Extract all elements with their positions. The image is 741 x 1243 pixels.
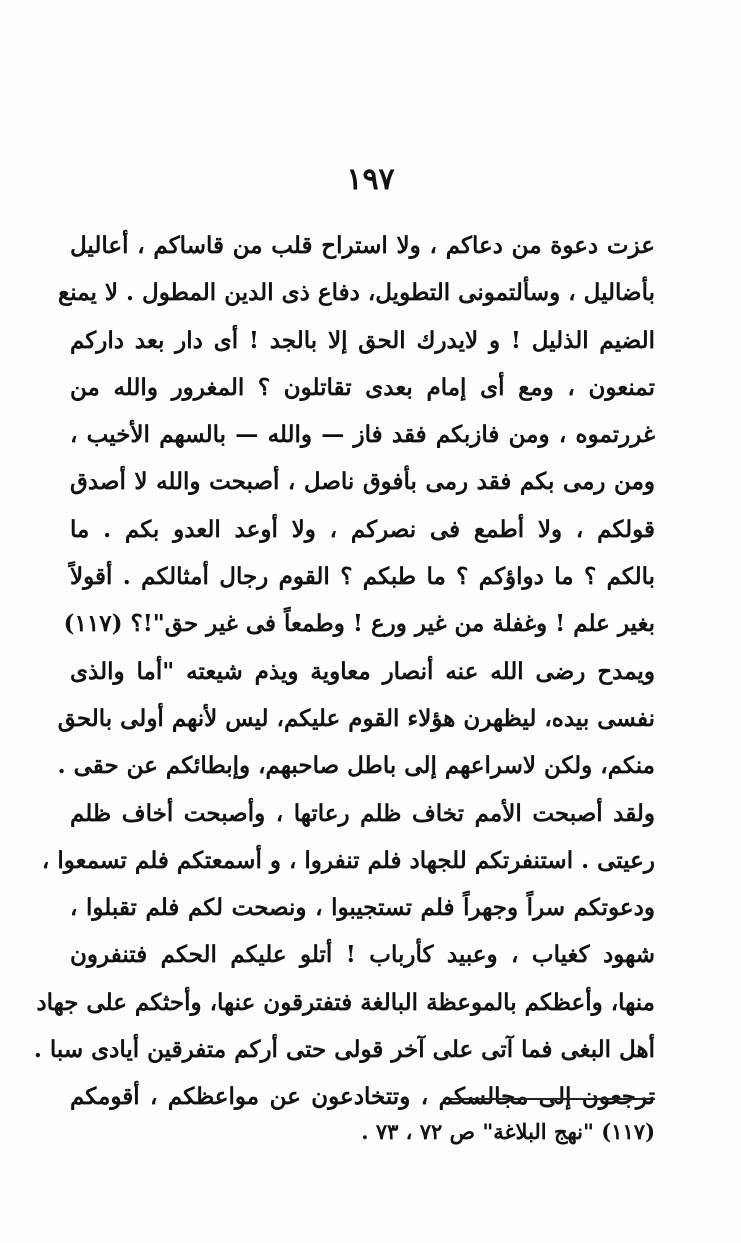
text-line: بغير علم ! وغفلة من غير ورع ! وطمعاً فى غير حق"!؟ (١١٧) [63, 610, 655, 638]
text-line: ودعوتكم سراً وجهراً فلم تستجيبوا ، ونصحت لكم فلم تقبلوا ، [70, 894, 655, 922]
text-line: منها، وأعظكم بالموعظة البالغة فتفترقون عنها، وأحثكم على جهاد [36, 988, 655, 1016]
text-line: بأضاليل ، وسألتمونى التطويل، دفاع ذى الدين المطول . لا يمنع [58, 279, 655, 307]
text-line: ولقد أصبحت الأمم تخاف ظلم رعاتها ، وأصبحت أخاف ظلم [70, 799, 655, 827]
text-line: منكم، ولكن لاسراعهم إلى باطل صاحبهم، وإبطائكم عن حقى . [57, 752, 655, 780]
text-line: ترجعون إلى مجالسكم ، وتتخادعون عن مواعظكم ، أقومكم [70, 1083, 655, 1111]
footnote: (١١٧) "نهج البلاغة" ص ٧٢ ، ٧٣ . [361, 1119, 655, 1144]
text-line: نفسى بيده، ليظهرن هؤلاء القوم عليكم، ليس لأنهم أولى بالحق [57, 704, 655, 732]
text-line: الضيم الذليل ! و لايدرك الحق إلا بالجد ! أى دار بعد داركم [70, 326, 655, 354]
page-number: ١٩٧ [346, 162, 395, 197]
text-line: ومن رمى بكم فقد رمى بأفوق ناصل ، أصبحت والله لا أصدق [70, 468, 655, 496]
text-line: شهود كغياب ، وعبيد كأرباب ! أتلو عليكم الحكم فتنفرون [70, 941, 655, 969]
text-line: بالكم ؟ ما دواؤكم ؟ ما طبكم ؟ القوم رجال أمثالكم . أقولاً [70, 563, 655, 591]
text-line: قولكم ، ولا أطمع فى نصركم ، ولا أوعد العدو بكم . ما [70, 515, 655, 543]
text-line: أهل البغى فما آتى على آخر قولى حتى أركم متفرقين أيادى سبا . [33, 1036, 655, 1064]
footnote-divider [450, 1098, 655, 1100]
body-text [33, 222, 655, 1121]
text-line: تمنعون ، ومع أى إمام بعدى تقاتلون ؟ المغرور والله من [70, 373, 655, 401]
text-line: ويمدح رضى الله عنه أنصار معاوية ويذم شيعته "أما والذى [70, 657, 655, 685]
text-line: رعيتى . استنفرتكم للجهاد فلم تنفروا ، و أسمعتكم فلم تسمعوا ، [41, 846, 655, 874]
text-line: غررتموه ، ومن فازبكم فقد فاز — والله — بالسهم الأخيب ، [70, 421, 655, 449]
text-line: عزت دعوة من دعاكم ، ولا استراح قلب من قاساكم ، أعاليل [70, 232, 655, 259]
